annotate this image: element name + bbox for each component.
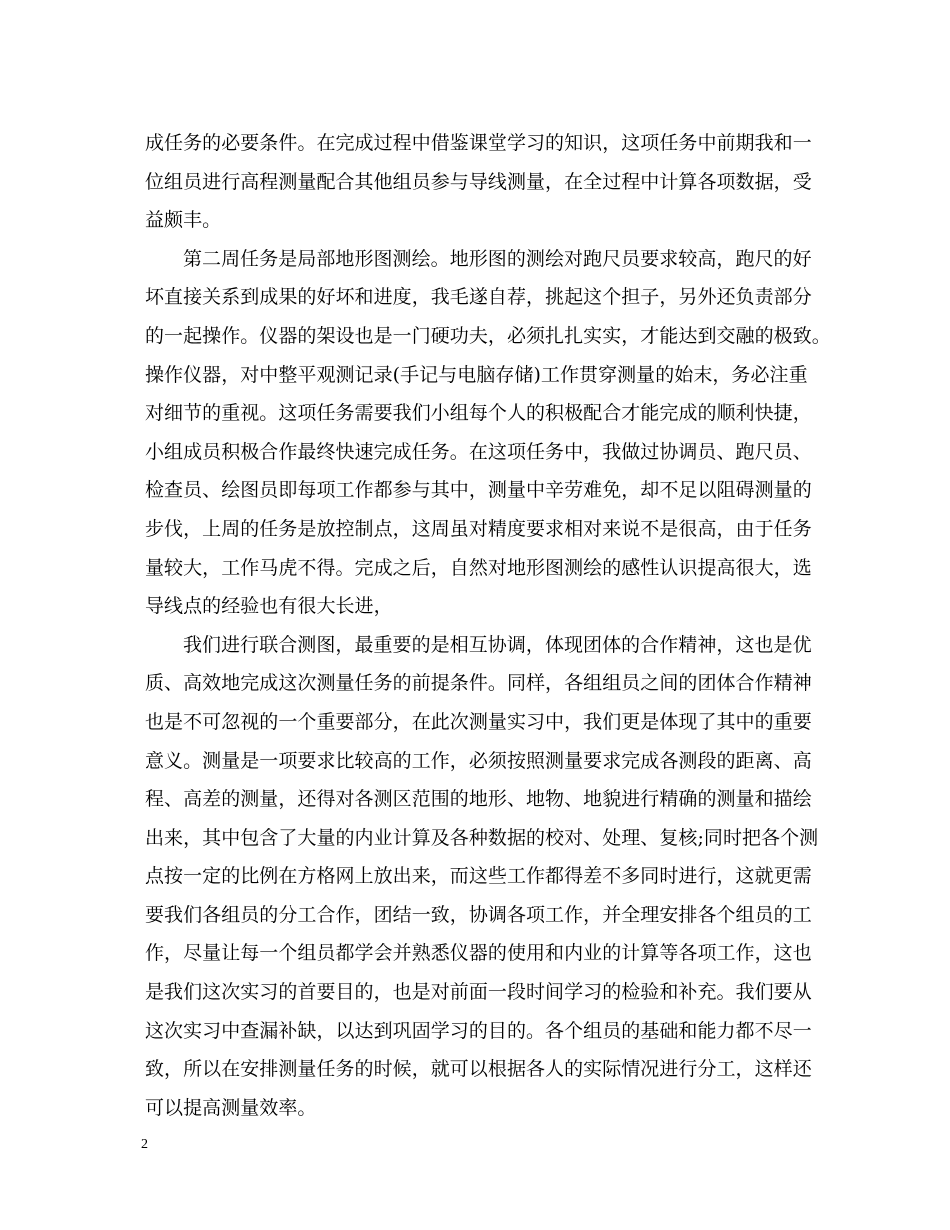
text-line-25: 致，所以在安排测量任务的时候，就可以根据各人的实际情况进行分工，这样还 bbox=[145, 1058, 812, 1081]
text-line-22: 作，尽量让每一个组员都学会并熟悉仪器的使用和内业的计算等各项工作，这也 bbox=[145, 942, 812, 965]
text-line-12: 量较大，工作马虎不得。完成之后，自然对地形图测绘的感性认识提高很大，选 bbox=[145, 556, 812, 579]
text-line-15: 质、高效地完成这次测量任务的前提条件。同样，各组组员之间的团体合作精神 bbox=[145, 672, 812, 695]
text-line-7: 操作仪器，对中整平观测记录(手记与电脑存储)工作贯穿测量的始末，务必注重 bbox=[145, 363, 808, 386]
text-line-5: 坏直接关系到成果的好坏和进度，我毛遂自荐，挑起这个担子，另外还负责部分 bbox=[145, 286, 812, 309]
text-line-21: 要我们各组员的分工合作，团结一致，协调各项工作，并全理安排各个组员的工 bbox=[145, 903, 812, 926]
text-line-26: 可以提高测量效率。 bbox=[145, 1096, 317, 1119]
text-line-4: 第二周任务是局部地形图测绘。地形图的测绘对跑尺员要求较高，跑尺的好 bbox=[183, 247, 812, 270]
text-line-11: 步伐，上周的任务是放控制点，这周虽对精度要求相对来说不是很高，由于任务 bbox=[145, 517, 812, 540]
text-line-10: 检查员、绘图员即每项工作都参与其中，测量中辛劳难免，却不足以阻碍测量的 bbox=[145, 479, 812, 502]
text-line-20: 点按一定的比例在方格网上放出来，而这些工作都得差不多同时进行，这就更需 bbox=[145, 865, 812, 888]
text-line-23: 是我们这次实习的首要目的，也是对前面一段时间学习的检验和补充。我们要从 bbox=[145, 981, 812, 1004]
text-line-6: 的一起操作。仪器的架设也是一门硬功夫，必须扎扎实实，才能达到交融的极致。 bbox=[145, 324, 831, 347]
text-line-2: 位组员进行高程测量配合其他组员参与导线测量，在全过程中计算各项数据，受 bbox=[145, 170, 812, 193]
text-line-18: 程、高差的测量，还得对各测区范围的地形、地物、地貌进行精确的测量和描绘 bbox=[145, 788, 812, 811]
text-line-19: 出来，其中包含了大量的内业计算及各种数据的校对、处理、复核;同时把各个测 bbox=[145, 826, 819, 849]
text-line-8: 对细节的重视。这项任务需要我们小组每个人的积极配合才能完成的顺利快捷， bbox=[145, 402, 812, 425]
text-line-13: 导线点的经验也有很大长进， bbox=[145, 595, 393, 618]
text-line-9: 小组成员积极合作最终快速完成任务。在这项任务中，我做过协调员、跑尺员、 bbox=[145, 440, 812, 463]
text-line-14: 我们进行联合测图，最重要的是相互协调，体现团体的合作精神，这也是优 bbox=[183, 633, 812, 656]
body-text bbox=[145, 124, 831, 1127]
text-line-3: 益颇丰。 bbox=[145, 209, 222, 232]
page-number: 2 bbox=[141, 1137, 148, 1152]
text-line-24: 这次实习中查漏补缺，以达到巩固学习的目的。各个组员的基础和能力都不尽一 bbox=[145, 1019, 812, 1042]
text-line-16: 也是不可忽视的一个重要部分，在此次测量实习中，我们更是体现了其中的重要 bbox=[145, 710, 812, 733]
text-line-1: 成任务的必要条件。在完成过程中借鉴课堂学习的知识，这项任务中前期我和一 bbox=[145, 132, 812, 154]
text-line-17: 意义。测量是一项要求比较高的工作，必须按照测量要求完成各测段的距离、高 bbox=[145, 749, 812, 772]
